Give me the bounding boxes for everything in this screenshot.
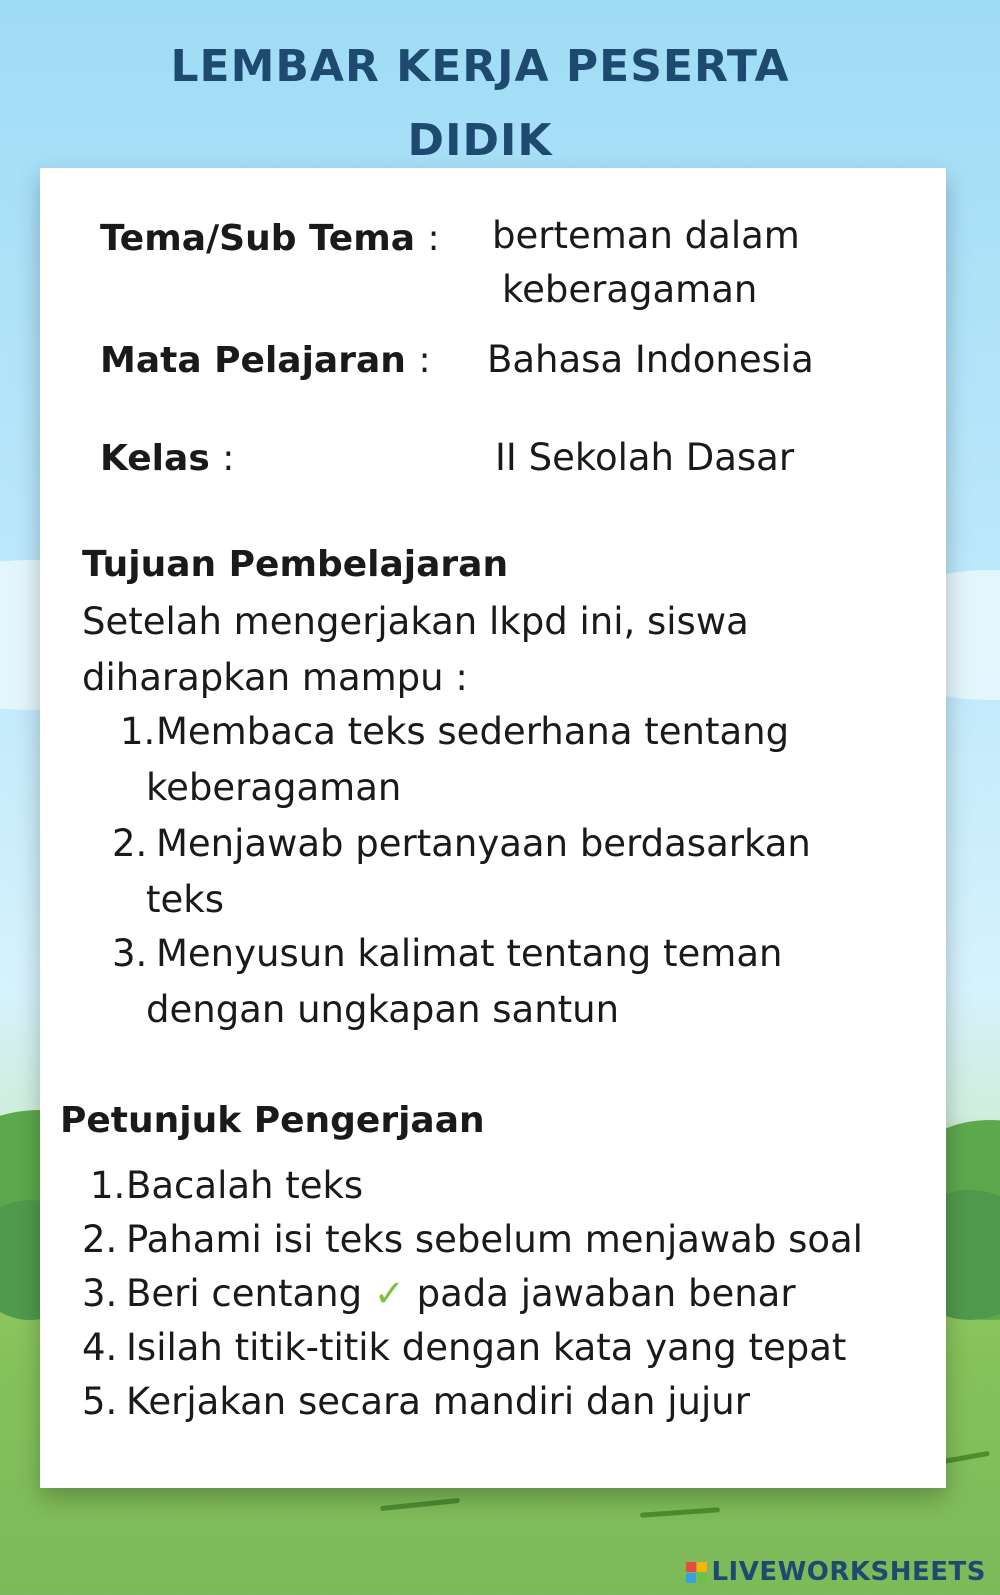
logo-square [686,1562,696,1572]
kelas-value: II Sekolah Dasar [495,436,795,479]
item-text-line-2: keberagaman [146,766,402,809]
tujuan-intro-line-2: diharapkan mampu : [82,656,468,699]
brand-name: LIVEWORKSHEETS [711,1557,986,1587]
colon: : [418,340,431,381]
item-text-line-1: Membaca teks sederhana tentang [156,710,790,753]
item-text: Kerjakan secara mandiri dan jujur [126,1380,750,1423]
check-icon: ✓ [373,1272,405,1315]
tema-label-text: Tema/Sub Tema [100,218,415,259]
grass-stroke [640,1507,720,1518]
logo-square [686,1573,696,1583]
tema-label [100,218,440,259]
page-title [0,30,960,178]
item-number: 3. [112,932,148,975]
liveworksheets-logo-icon [686,1562,707,1583]
tema-value-line-1: berteman dalam [492,214,800,257]
item-text: Isilah titik-titik dengan kata yang tepat [126,1326,847,1369]
item-number: 2. [82,1218,118,1261]
kelas-label-text: Kelas [100,438,210,479]
mapel-value: Bahasa Indonesia [487,338,814,381]
item-text: Bacalah teks [126,1164,364,1207]
item-number: 5. [82,1380,118,1423]
petunjuk-heading: Petunjuk Pengerjaan [60,1100,485,1141]
item-text-line-1: Menjawab pertanyaan berdasarkan [156,822,811,865]
logo-square [697,1573,707,1583]
item-text-after: pada jawaban benar [416,1272,796,1315]
tujuan-intro-line-1: Setelah mengerjakan lkpd ini, siswa [82,600,749,643]
colon: : [427,218,440,259]
mapel-label [100,340,431,381]
item-number: 3. [82,1272,118,1315]
title-line-2: DIDIK [407,115,553,166]
worksheet-card [40,168,946,1488]
tema-value-line-2: keberagaman [502,268,758,311]
item-number: 4. [82,1326,118,1369]
item-text [126,1266,796,1322]
item-number: 1. [90,1164,126,1207]
item-text-before: Beri centang [126,1272,363,1315]
item-text: Pahami isi teks sebelum menjawab soal [126,1218,863,1261]
tujuan-heading: Tujuan Pembelajaran [82,544,509,585]
logo-square [697,1562,707,1572]
item-number: 1. [120,710,156,753]
item-number: 2. [112,822,148,865]
liveworksheets-brand [686,1557,986,1587]
colon: : [222,438,235,479]
grass-stroke [380,1498,460,1511]
item-text-line-2: dengan ungkapan santun [146,988,620,1031]
item-text-line-1: Menyusun kalimat tentang teman [156,932,783,975]
item-text-line-2: teks [146,878,224,921]
title-line-1: LEMBAR KERJA PESERTA [170,41,790,92]
mapel-label-text: Mata Pelajaran [100,340,406,381]
kelas-label [100,438,234,479]
